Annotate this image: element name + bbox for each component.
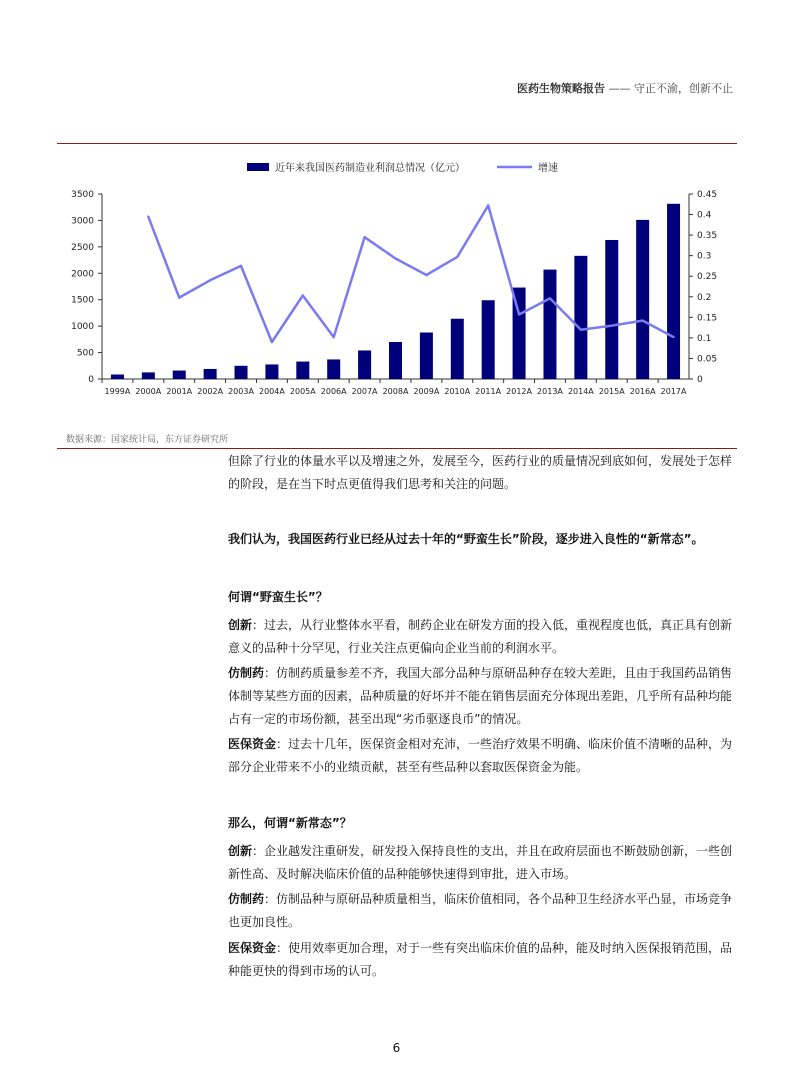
x-tick-label: 2002A	[197, 387, 224, 396]
growth-point	[394, 257, 396, 259]
right-tick-label: 0.3	[697, 251, 712, 262]
item-label: 医保资金	[228, 737, 277, 751]
page-number: 6	[392, 1041, 401, 1055]
growth-line	[148, 206, 673, 343]
section-new-normal	[228, 812, 738, 835]
bar	[265, 364, 278, 379]
growth-point	[271, 341, 273, 343]
growth-point	[363, 236, 365, 238]
legend-bar-label: 近年来我国医药制造业利润总情况（亿元）	[275, 163, 465, 174]
bar	[204, 369, 217, 379]
growth-point	[333, 336, 335, 338]
left-tick-label: 500	[76, 348, 94, 359]
bar	[636, 220, 649, 379]
bar	[389, 342, 402, 379]
data-source: 数据来源：国家统计局，东方证券研究所	[66, 435, 229, 445]
left-tick-label: 1500	[71, 295, 94, 306]
item-innovation-new	[228, 840, 738, 886]
bar	[451, 319, 464, 379]
chart-divider	[57, 448, 737, 449]
left-tick-label: 3000	[71, 216, 94, 227]
growth-point	[641, 319, 643, 321]
section-title: 那么，何谓“新常态”？	[228, 816, 352, 830]
thesis-paragraph	[228, 528, 738, 551]
item-generic-new	[228, 888, 738, 934]
x-tick-label: 2004A	[258, 387, 285, 396]
x-tick-label: 2014A	[567, 387, 594, 396]
x-tick-label: 2001A	[166, 387, 193, 396]
right-tick-label: 0.05	[697, 354, 718, 365]
growth-point	[178, 296, 180, 298]
x-tick-label: 2006A	[320, 387, 347, 396]
growth-point	[611, 324, 613, 326]
growth-point	[487, 204, 489, 206]
right-tick-label: 0.35	[697, 231, 718, 242]
x-tick-label: 2003A	[228, 387, 254, 396]
bar	[358, 350, 371, 379]
x-tick-label: 2010A	[444, 387, 471, 396]
right-tick-label: 0.2	[697, 292, 712, 303]
left-tick-label: 2500	[71, 242, 94, 253]
item-generic-past	[228, 662, 738, 731]
item-text: ：企业越发注重研发，研发投入保持良性的支出，并且在政府层面也不断鼓励创新，一些创新性高、及时解决临床价值的品种能够快速得到审批，进入市场。	[228, 844, 733, 881]
growth-point	[425, 274, 427, 276]
item-label: 仿制药	[228, 892, 265, 906]
item-text: ：过去，从行业整体水平看，制药企业在研发方面的投入低，重视程度也低，真正具有创新意义的品种十分罕见，行业关注点更偏向企业当前的利润水平。	[228, 618, 733, 655]
bar	[543, 270, 556, 379]
bar	[482, 300, 495, 379]
bar	[111, 375, 124, 379]
bar	[173, 371, 186, 379]
right-tick-label: 0.15	[697, 313, 718, 324]
bar	[296, 362, 309, 379]
item-label: 创新	[228, 844, 253, 858]
x-tick-label: 2000A	[135, 387, 162, 396]
item-insurance-past	[228, 733, 738, 779]
header-dash: ——	[605, 82, 634, 95]
x-tick-label: 2011A	[475, 387, 502, 396]
right-tick-label: 0	[697, 375, 703, 385]
left-tick-label: 2000	[71, 269, 94, 280]
thesis-text: 我们认为，我国医药行业已经从过去十年的“野蛮生长”阶段，逐步进入良性的“新常态”。	[228, 532, 704, 546]
growth-point	[147, 215, 149, 217]
x-tick-label: 2007A	[351, 387, 378, 396]
growth-point	[209, 279, 211, 281]
growth-point	[518, 313, 520, 315]
report-title: 医药生物策略报告	[517, 82, 605, 95]
right-tick-label: 0.1	[697, 333, 712, 344]
bar	[667, 204, 680, 379]
legend-line-label: 增速	[538, 163, 558, 174]
section-wild-growth	[228, 586, 738, 609]
item-text: ：使用效率更加合理，对于一些有突出临床价值的品种，能及时纳入医保报销范围，品种能更快的得到市场的认可。	[228, 941, 733, 978]
x-tick-label: 2012A	[506, 387, 533, 396]
bar	[574, 256, 587, 379]
top-divider	[57, 143, 737, 144]
item-innovation-past	[228, 614, 738, 660]
bar	[327, 359, 340, 379]
right-tick-label: 0.25	[697, 272, 718, 283]
growth-point	[240, 265, 242, 267]
profit-chart	[57, 150, 737, 410]
bar	[142, 372, 155, 379]
bar	[235, 366, 248, 379]
x-tick-label: 1999A	[104, 387, 131, 396]
growth-point	[672, 336, 674, 338]
x-tick-label: 2008A	[382, 387, 409, 396]
bar	[605, 240, 618, 379]
x-tick-label: 2017A	[660, 387, 687, 396]
item-text: ：仿制品种与原研品种质量相当，临床价值相同，各个品种卫生经济水平凸显，市场竞争也更加良性。	[228, 892, 733, 929]
x-tick-label: 2013A	[537, 387, 563, 396]
growth-point	[580, 328, 582, 330]
x-tick-label: 2015A	[598, 387, 625, 396]
intro-text: 但除了行业的体量水平以及增速之外，发展至今，医药行业的质量情况到底如何，发展处于怎样的阶段，是在当下时点更值得我们思考和关注的问题。	[228, 454, 733, 491]
left-tick-label: 3500	[71, 190, 94, 200]
legend-bar-swatch	[247, 163, 269, 171]
bar	[420, 332, 433, 379]
x-tick-label: 2016A	[629, 387, 656, 396]
report-tagline: 守正不渝，创新不止	[634, 82, 733, 95]
item-label: 仿制药	[228, 666, 265, 680]
x-tick-label: 2005A	[289, 387, 316, 396]
item-label: 创新	[228, 618, 253, 632]
growth-point	[456, 256, 458, 258]
intro-paragraph	[228, 450, 738, 496]
item-label: 医保资金	[228, 941, 277, 955]
growth-point	[549, 297, 551, 299]
left-tick-label: 1000	[71, 322, 94, 333]
right-tick-label: 0.4	[697, 210, 712, 221]
growth-point	[302, 294, 304, 296]
left-tick-label: 0	[88, 375, 94, 385]
item-insurance-new	[228, 937, 738, 983]
section-title: 何谓“野蛮生长”？	[228, 590, 328, 604]
x-tick-label: 2009A	[413, 387, 440, 396]
item-text: ：过去十几年，医保资金相对充沛，一些治疗效果不明确、临床价值不清晰的品种，为部分企业带来不小的业绩贡献，甚至有些品种以套取医保资金为能。	[228, 737, 733, 774]
right-tick-label: 0.45	[697, 190, 718, 200]
item-text: ：仿制药质量参差不齐，我国大部分品种与原研品种存在较大差距，且由于我国药品销售体制等某些方面的因素，品种质量的好坏并不能在销售层面充分体现出差距，几乎所有品种均能占有一定的市场份额，甚至出现“劣币驱逐良币”的情况。	[228, 666, 733, 726]
report-header	[517, 80, 733, 96]
